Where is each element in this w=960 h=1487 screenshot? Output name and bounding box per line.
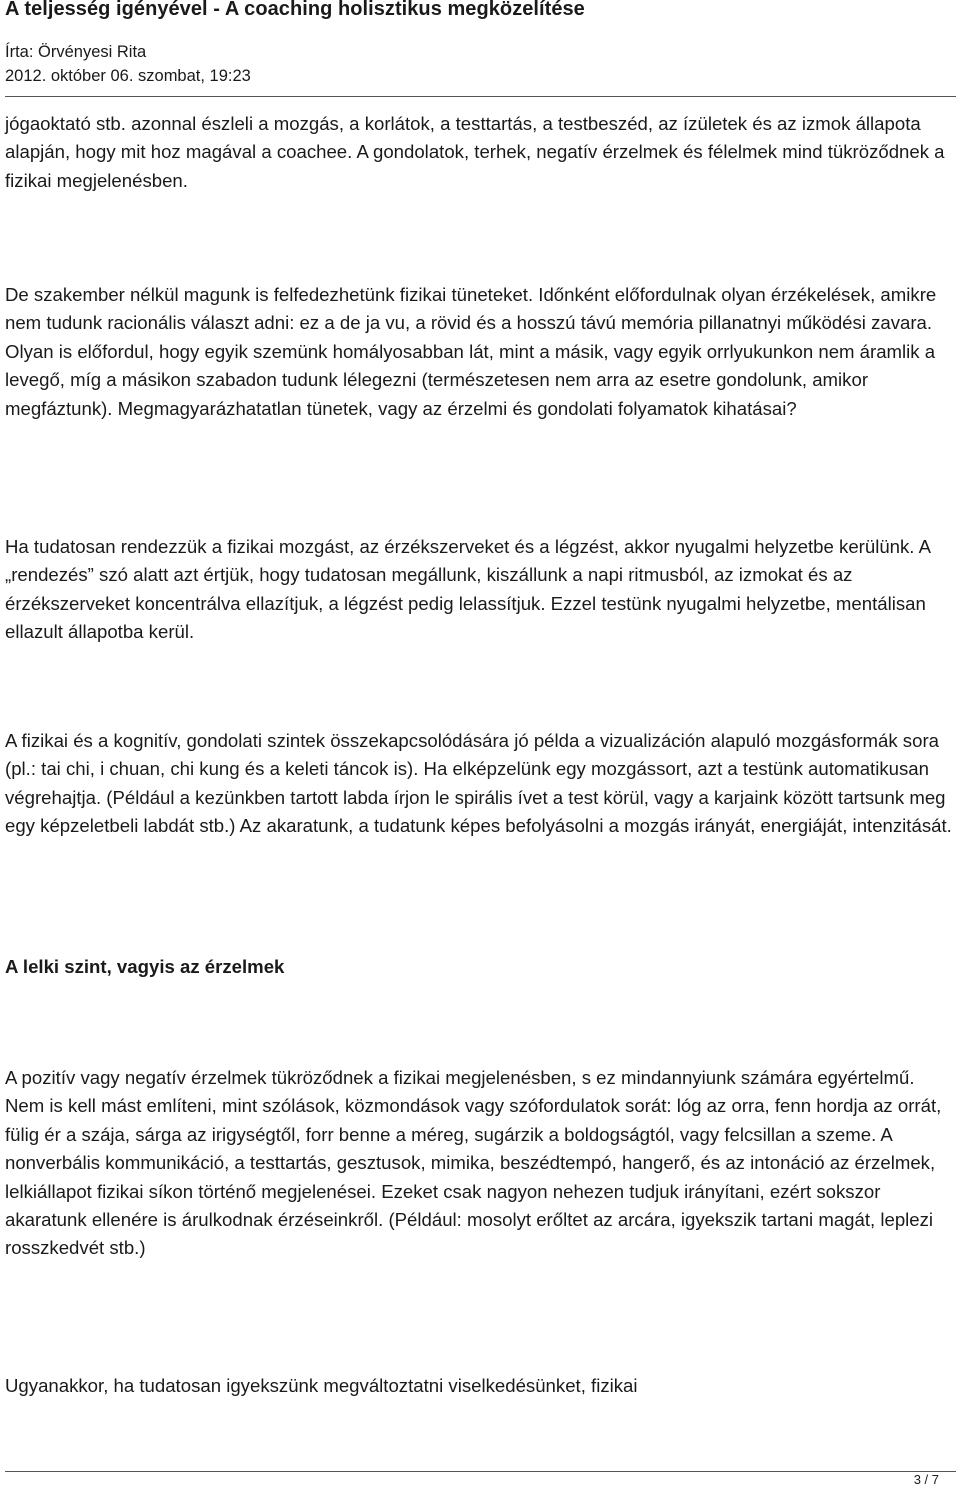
paragraph: jógaoktató stb. azonnal észleli a mozgás, a korlátok, a testtartás, a testbeszéd, az ízületek és az izmok állapota alapján, hogy mit hoz magával a coachee. A gondolatok, terhek, negatív érzelmek és félelmek mind tükröződnek a fizikai megjelenésben. [5,113,945,191]
header-divider [5,96,956,97]
article-author: Írta: Örvényesi Rita [5,43,147,61]
paragraph: De szakember nélkül magunk is felfedezhetünk fizikai tüneteket. Időnként előfordulnak olyan érzékelések, amikre nem tudunk racionális választ adni: ez a de ja vu, a rövid és a hosszú távú memória pillanatnyi működési zavara. Olyan is előfordul, hogy egyik szemünk homályosabban lát, mint a másik, vagy egyik orrlyukunkon nem áramlik a levegő, míg a másikon szabadon tudunk lélegezni (természetesen nem arra az esetre gondolunk, amikor megfáztunk). Megmagyarázhatatlan tünetek, vagy az érzelmi és gondolati folyamatok kihatásai? [5,284,937,419]
page-number: 3 / 7 [913,1472,939,1487]
article-date: 2012. október 06. szombat, 19:23 [5,67,251,85]
paragraph: A pozitív vagy negatív érzelmek tükröződnek a fizikai megjelenésben, s ez mindannyiunk számára egyértelmű. Nem is kell mást említeni, mint szólások, közmondások vagy szófordulatok sorát: lóg az orra, fenn hordja az orrát, fülig ér a szája, sárga az irigységtől, forr benne a méreg, sugárzik a boldogságtól, vagy felcsillan a szeme. A nonverbális kommunikáció, a testtartás, gesztusok, mimika, beszédtempó, hangerő, és az intonáció az érzelmek, lelkiállapot fizikai síkon történő megjelenései. Ezeket csak nagyon nehezen tudjuk irányítani, ezért sokszor akaratunk ellenére is árulkodnak érzéseinkről. (Például: mosolyt erőltet az arcára, igyekszik tartani magát, leplezi rosszkedvét stb.) [5,1067,942,1259]
paragraph: Ha tudatosan rendezzük a fizikai mozgást, az érzékszerveket és a légzést, akkor nyugalmi helyzetbe kerülünk. A „rendezés” szó alatt azt értjük, hogy tudatosan megállunk, kiszállunk a napi ritmusból, az izmokat és az érzékszerveket koncentrálva ellazítjuk, a légzést pedig lelassítjuk. Ezzel testünk nyugalmi helyzetbe, mentálisan ellazult állapotba kerül. [5,536,930,643]
paragraph: A fizikai és a kognitív, gondolati szintek összekapcsolódására jó példa a vizualizáción alapuló mozgásformák sora (pl.: tai chi, i chuan, chi kung és a keleti táncok is). Ha elképzelünk egy mozgássort, azt a testünk automatikusan végrehajtja. (Például a kezünkben tartott labda írjon le spirális ívet a test körül, vagy a karjaink között tartsunk meg egy képzeletbeli labdát stb.) Az akaratunk, a tudatunk képes befolyásolni a mozgás irányát, energiáját, intenzitását. [5,730,952,837]
section-heading: A lelki szint, vagyis az érzelmek [5,956,285,977]
article-title: A teljesség igényével - A coaching holisztikus megközelítése [5,0,585,20]
paragraph: Ugyanakkor, ha tudatosan igyekszünk megváltoztatni viselkedésünket, fizikai [5,1375,638,1396]
footer-divider [5,1471,956,1472]
